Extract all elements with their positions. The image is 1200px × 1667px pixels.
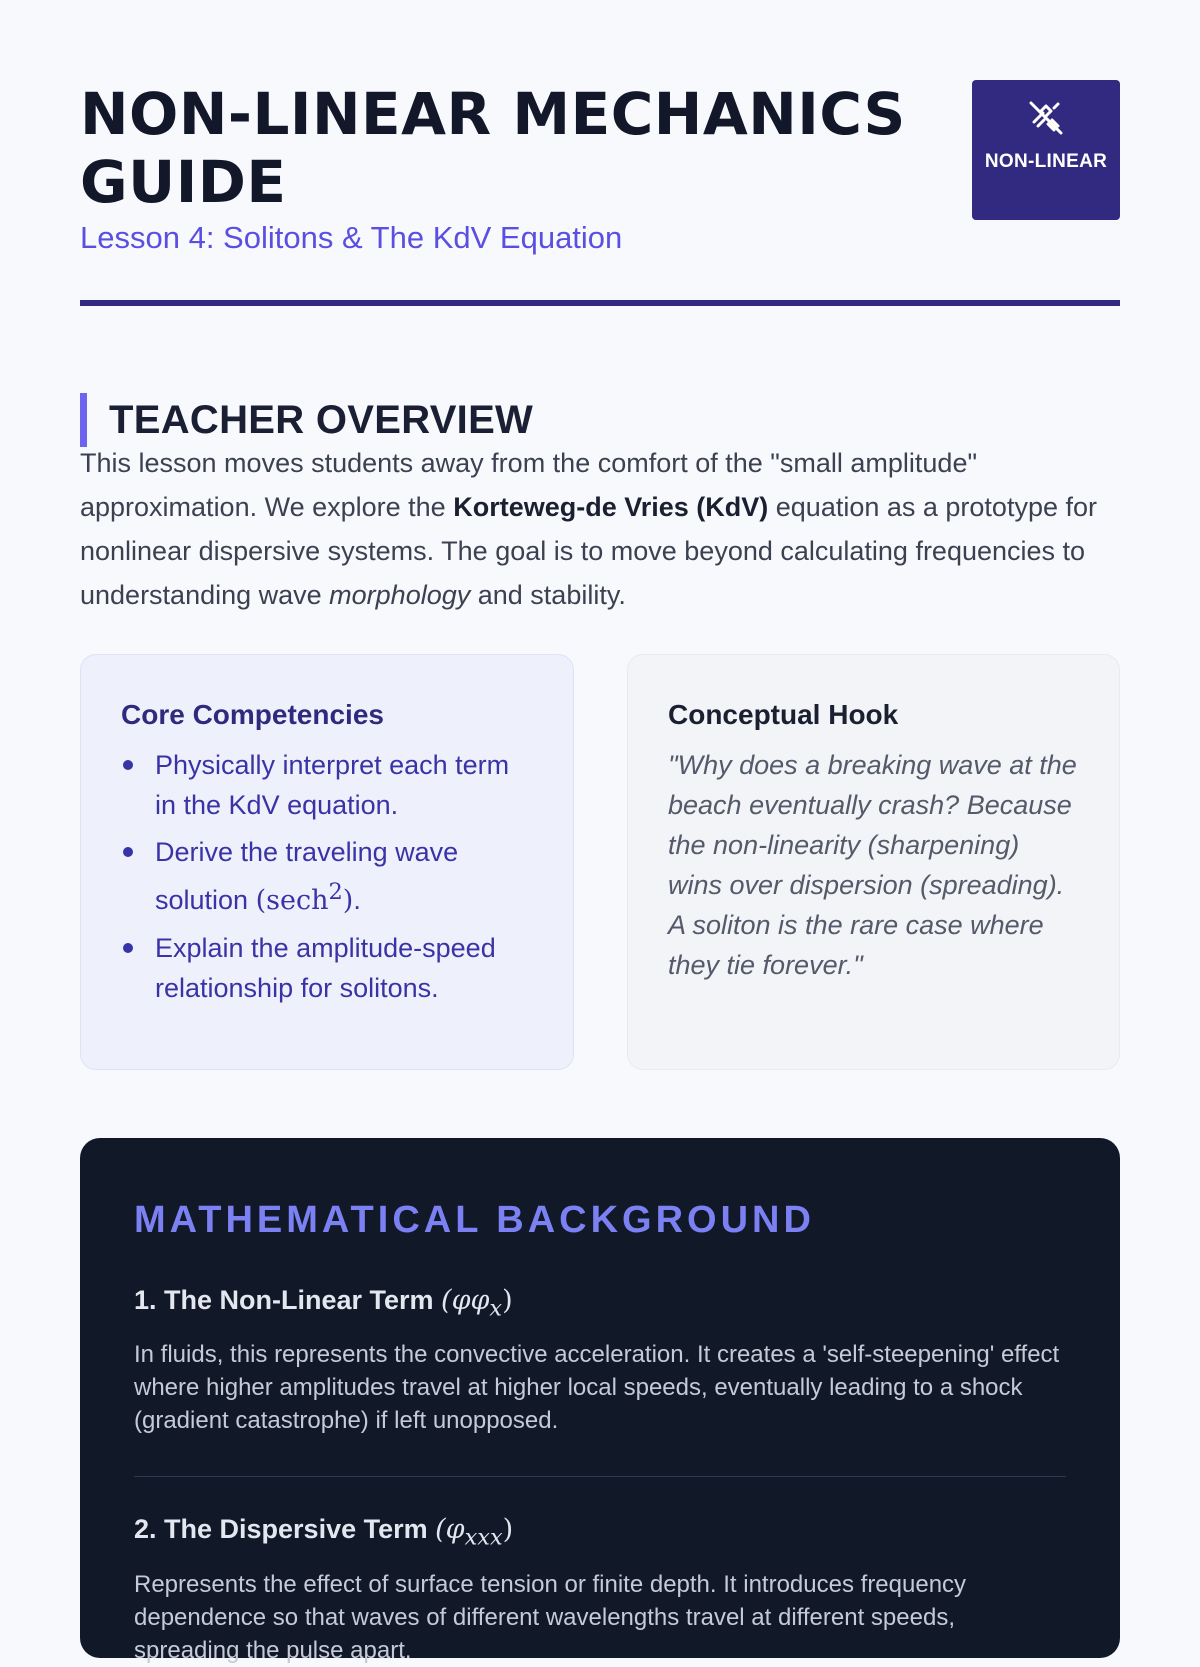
math-background-heading: MATHEMATICAL BACKGROUND (134, 1199, 815, 1241)
bullet-dot (123, 760, 133, 770)
term-divider (134, 1476, 1066, 1477)
dispersive-term-formula: $(\varphi_{xxx})$ (435, 1514, 514, 1551)
list-item: Explain the amplitude-speed relationship for solitons. (121, 928, 533, 1008)
nonlinear-term-description: In fluids, this represents the convective acceleration. It creates a 'self-steepening' effect where higher amplitudes travel at higher local speeds, eventually leading to a shock (gradient catastrophe) if left unopposed. (134, 1341, 1060, 1435)
conceptual-hook-card (627, 654, 1120, 1070)
nonlinear-term-title: 1. The Non-Linear Term $(\varphi\varphi_x)$ (134, 1285, 513, 1322)
competencies-list (121, 745, 533, 1008)
lesson-subtitle: Lesson 4: Solitons & The KdV Equation (80, 220, 623, 255)
bullet-dot (123, 847, 133, 857)
list-item: Derive the traveling wave solution (sech$^2$). (121, 832, 533, 921)
competencies-title: Core Competencies (121, 699, 384, 730)
badge-label: NON-LINEAR (984, 151, 1108, 172)
sech-formula: (sech$^2$) (255, 879, 354, 916)
dispersive-term-description: Represents the effect of surface tension or finite depth. It introduces frequency dependence so that waves of different wavelengths travel at different speeds, spreading the pulse apart. (134, 1570, 967, 1664)
kdv-bold-term: Korteweg-de Vries (KdV) (453, 492, 769, 522)
nonlinear-term-formula: $(\varphi\varphi_x)$ (441, 1285, 513, 1322)
non-linear-badge (972, 80, 1120, 220)
core-competencies-card (80, 654, 574, 1070)
mathematical-background-panel (80, 1138, 1120, 1664)
dispersive-term-title: 2. The Dispersive Term $(\varphi_{xxx})$ (134, 1514, 514, 1551)
list-item: Physically interpret each term in the KdV equation. (121, 745, 533, 825)
hook-quote: "Why does a breaking wave at the beach eventually crash? Because the non-linearity (sharpening) wins over dispersion (spreading). A soliton is the rare case where they tie forever." (668, 750, 1077, 980)
header-divider (80, 300, 1120, 306)
overview-paragraph: This lesson moves students away from the comfort of the "small amplitude" approximation. We explore the Korteweg-de Vries (KdV) equation as a prototype for nonlinear dispersive systems. The goal is to move beyond calculating frequencies to understanding wave morphology and stability. (80, 448, 1097, 610)
hook-title: Conceptual Hook (668, 699, 899, 730)
overview-heading: TEACHER OVERVIEW (80, 393, 533, 447)
morphology-emphasis: morphology (329, 580, 471, 610)
tools-crossed-icon (1026, 98, 1066, 138)
page-title: NON-LINEAR MECHANICS GUIDE (80, 80, 906, 216)
bullet-dot (123, 943, 133, 953)
